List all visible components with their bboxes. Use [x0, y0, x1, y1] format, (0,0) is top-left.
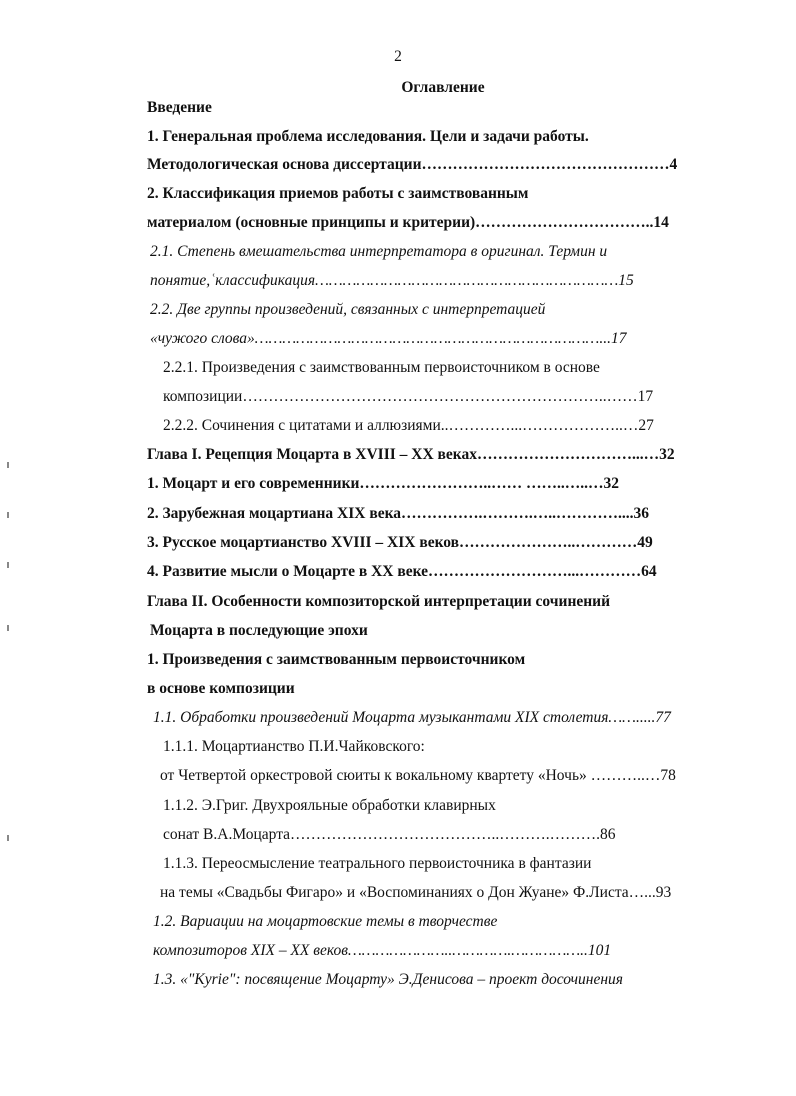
- scan-artifact: [7, 512, 9, 518]
- toc-entry: Глава II. Особенности композиторской интерпретации сочинений: [147, 593, 611, 610]
- toc-entry: 2.2.2. Сочинения с цитатами и аллюзиями..…………...………………..…27: [163, 417, 654, 434]
- toc-entry: 2.2. Две группы произведений, связанных с интерпретацией: [150, 301, 546, 318]
- toc-entry: 2. Зарубежная моцартиана XIX века…………….……….…..…………....36: [147, 505, 650, 522]
- scan-artifact: [7, 625, 9, 631]
- toc-entry: материалом (основные принципы и критерии)……………………………..14: [147, 214, 669, 231]
- toc-entry: 1.1. Обработки произведений Моцарта музыкантами XIX столетия…….....77: [153, 709, 671, 726]
- toc-entry: Глава I. Рецепция Моцарта в XVIII – XX веках…………………………...…32: [147, 446, 675, 463]
- toc-entry: 2. Классификация приемов работы с заимствованным: [147, 185, 529, 202]
- toc-entry: 4. Развитие мысли о Моцарте в XX веке………………………...…………64: [147, 563, 657, 580]
- toc-entry: «чужого слова»…………………………………………………………………...17: [150, 330, 627, 347]
- toc-entry: Введение: [147, 99, 212, 116]
- toc-title: Оглавление: [401, 79, 485, 96]
- toc-entry: Методологическая основа диссертации…………………………………………4: [147, 156, 678, 173]
- toc-entry: на темы «Свадьбы Фигаро» и «Воспоминаниях о Дон Жуане» Ф.Листа…...93: [160, 884, 672, 901]
- toc-entry: понятие,ʿклассификация…………………………………………………………15: [150, 272, 634, 289]
- toc-entry: 2.2.1. Произведения с заимствованным первоисточником в основе: [163, 359, 600, 376]
- toc-entry: 1.1.2. Э.Григ. Двухрояльные обработки клавирных: [163, 797, 496, 814]
- toc-entry: в основе композиции: [147, 680, 295, 697]
- toc-entry: 1.3. «"Kyrie": посвящение Моцарту» Э.Денисова – проект досочинения: [153, 971, 623, 988]
- toc-entry: сонат В.А.Моцарта…………………………………..……….……….86: [163, 826, 616, 843]
- toc-entry: 1. Моцарт и его современники……………………..…… ……..…..…32: [147, 475, 620, 492]
- toc-entry: от Четвертой оркестровой сюиты к вокальному квартету «Ночь» ………..…78: [160, 767, 676, 784]
- toc-entry: композиторов XIX – XX веков…………………..………….……………..101: [153, 942, 612, 959]
- toc-entry: 1.2. Вариации на моцартовские темы в творчестве: [153, 913, 498, 930]
- scan-artifact: [7, 835, 9, 841]
- toc-entry: 3. Русское моцартианство XVIII – XIX веков…………………..…………49: [147, 534, 653, 551]
- toc-entry: 1.1.1. Моцартианство П.И.Чайковского:: [163, 738, 425, 755]
- toc-entry: Моцарта в последующие эпохи: [150, 622, 368, 639]
- toc-entry: 1.1.3. Переосмысление театрального первоисточника в фантазии: [163, 855, 592, 872]
- toc-entry: 2.1. Степень вмешательства интерпретатора в оригинал. Термин и: [150, 243, 608, 260]
- toc-entry: 1. Произведения с заимствованным первоисточником: [147, 651, 526, 668]
- toc-entry: композиции……………………………………………………………..……17: [163, 388, 654, 405]
- scan-artifact: [7, 462, 9, 468]
- toc-entry: 1. Генеральная проблема исследования. Цели и задачи работы.: [147, 128, 589, 145]
- page-number: 2: [394, 48, 402, 65]
- scan-artifact: [7, 562, 9, 568]
